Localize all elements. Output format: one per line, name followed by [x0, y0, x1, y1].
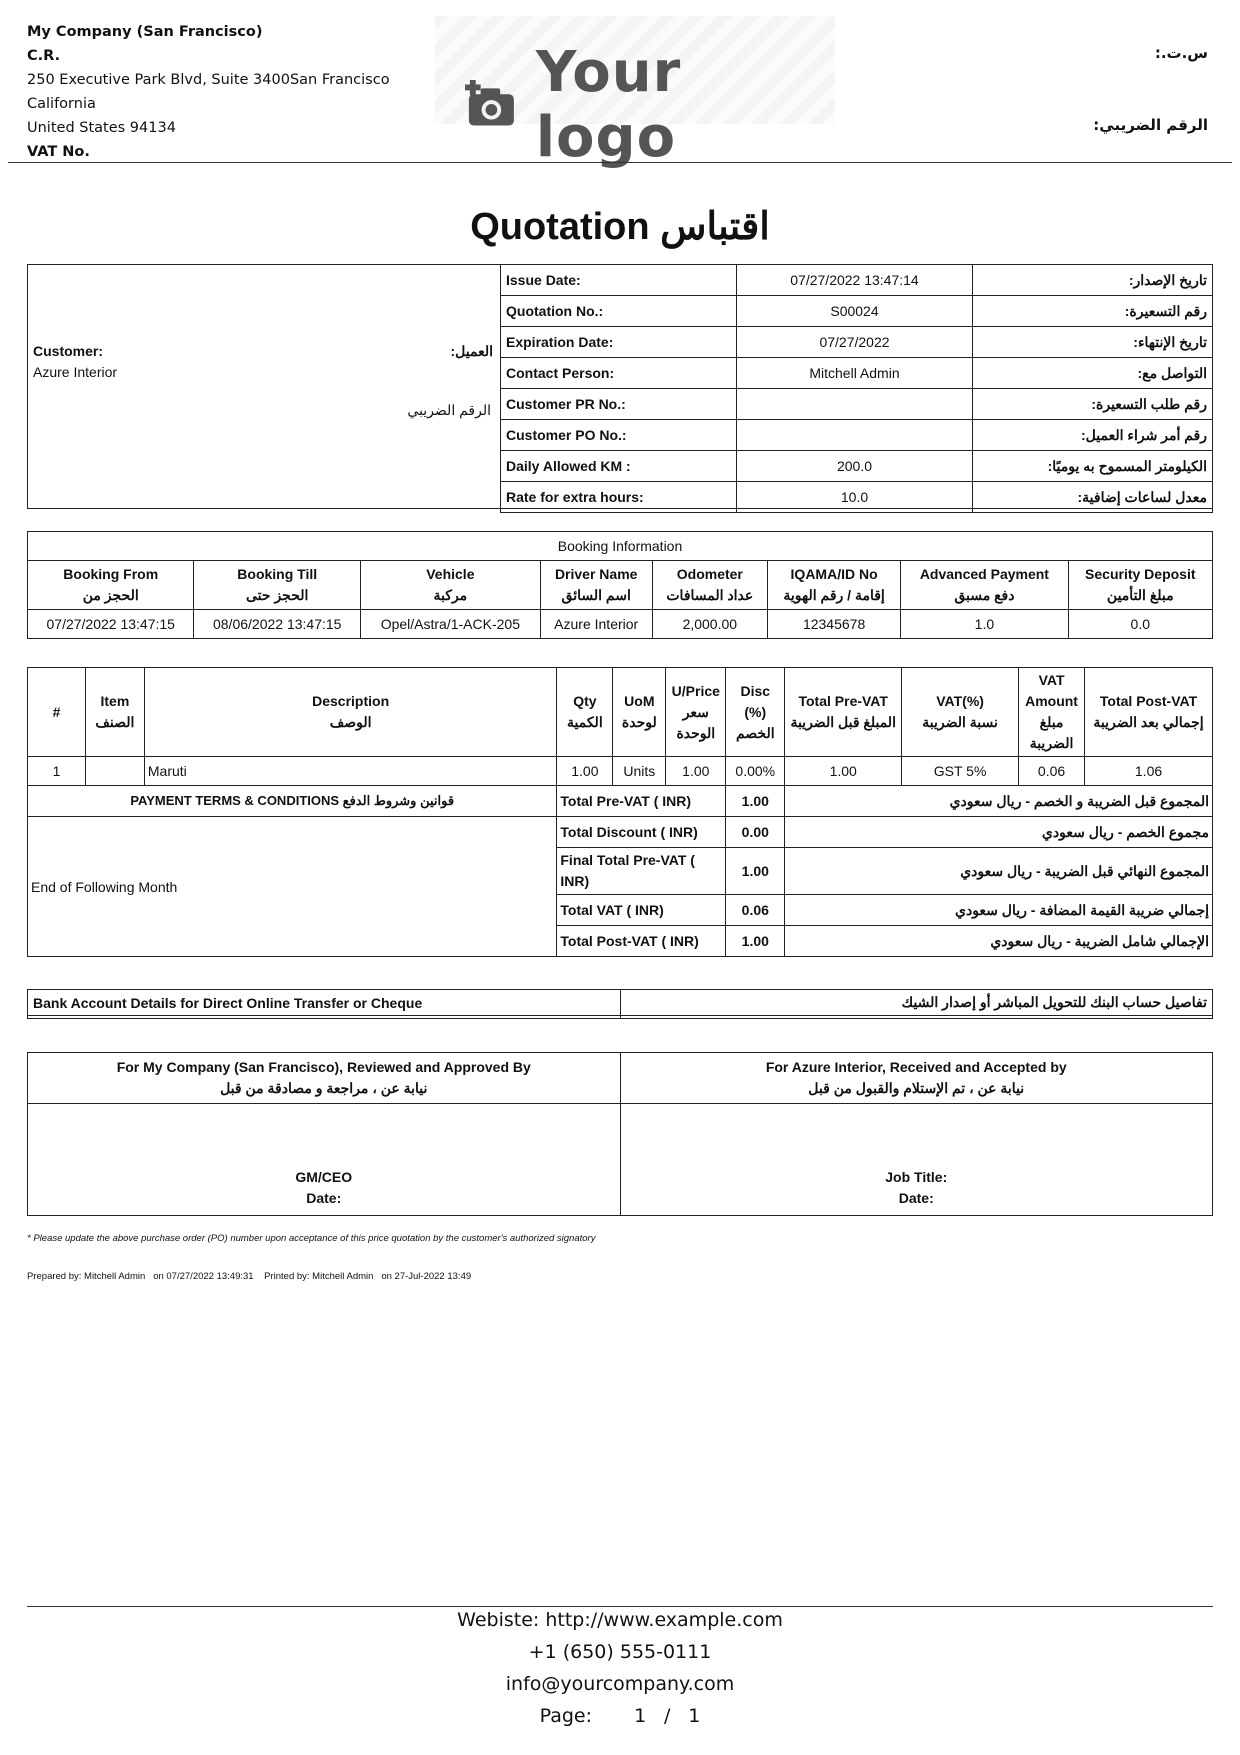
info-row: [501, 265, 1213, 296]
address-line-1: 250 Executive Park Blvd, Suite 3400San Francisco: [27, 72, 390, 88]
info-value: Mitchell Admin: [737, 358, 973, 389]
footer-page-number: [0, 1705, 1240, 1727]
info-label: Daily Allowed KM :: [501, 451, 737, 482]
booking-header: [360, 561, 540, 610]
item-cell: 1.06: [1085, 757, 1213, 786]
booking-header-ar: اسم السائق: [561, 587, 631, 603]
company-logo: [435, 16, 835, 170]
po-note: * Please update the above purchase order (PO) number upon acceptance of this price quotation by the customer's authorized signatory: [27, 1233, 596, 1244]
info-label-ar: تاريخ الإنتهاء:: [973, 327, 1213, 358]
payment-terms-title: PAYMENT TERMS & CONDITIONS قوانين وشروط الدفع: [28, 786, 557, 817]
customer-vat-ar: الرقم الضريبي: [407, 402, 491, 418]
item-cell: 1: [28, 757, 86, 786]
items-header-ar: سعر الوحدة: [676, 703, 716, 741]
bank-details-empty-right: [620, 1016, 1213, 1019]
total-value-4: 1.00: [726, 926, 785, 957]
booking-title: Booking Information: [28, 532, 1213, 561]
item-cell: Maruti: [144, 757, 556, 786]
items-header: [144, 668, 556, 757]
booking-header-ar: مبلغ التأمين: [1106, 587, 1174, 603]
footer-website[interactable]: Webiste: http://www.example.com: [457, 1609, 783, 1631]
info-label-ar: تاريخ الإصدار:: [973, 265, 1213, 296]
booking-cell: 0.0: [1068, 610, 1212, 639]
info-label: Rate for extra hours:: [501, 482, 737, 513]
footer-phone: +1 (650) 555-0111: [528, 1641, 712, 1663]
booking-header-en: Vehicle: [426, 566, 475, 582]
items-header-en: Item: [100, 693, 130, 709]
booking-cell: Azure Interior: [540, 610, 652, 639]
quotation-info-table: [500, 264, 1213, 513]
info-label-ar: رقم التسعيرة:: [973, 296, 1213, 327]
bank-details-table: [27, 989, 1213, 1019]
total-label-ar-0: المجموع قبل الضريبة و الخصم - ريال سعودي: [785, 786, 1213, 817]
items-header: [666, 668, 726, 757]
booking-cell: 2,000.00: [652, 610, 767, 639]
item-cell: 0.06: [1019, 757, 1085, 786]
items-header: [85, 668, 144, 757]
bank-label-ar: تفاصيل حساب البنك للتحويل المباشر أو إصدار الشيك: [620, 990, 1213, 1016]
booking-header-ar: عداد المسافات: [666, 587, 754, 603]
items-header-ar: الخصم: [735, 724, 775, 741]
booking-cell: 1.0: [901, 610, 1068, 639]
info-value: [737, 389, 973, 420]
booking-header-en: Security Deposit: [1085, 566, 1196, 582]
sig-left-title-ar: نيابة عن ، مراجعة و مصادقة من قبل: [220, 1080, 428, 1096]
page-total: 1: [688, 1705, 701, 1727]
booking-header-ar: مركبة: [433, 587, 468, 603]
document-title: Quotation اقتباس: [470, 206, 770, 248]
sig-left-title: For My Company (San Francisco), Reviewed and Approved By: [116, 1059, 531, 1075]
items-header: [902, 668, 1019, 757]
booking-header-ar: الحجز من: [82, 587, 139, 603]
sig-left-role: GM/CEO: [295, 1169, 353, 1185]
items-header-ar: نسبة الضريبة: [922, 714, 998, 730]
items-header-en: Total Pre-VAT: [798, 693, 888, 709]
info-label-ar: الكيلومتر المسموح به يوميًا:: [973, 451, 1213, 482]
items-header-ar: المبلغ قبل الضريبة: [790, 714, 896, 730]
info-row: [501, 420, 1213, 451]
customer-name: Azure Interior: [33, 364, 118, 380]
total-label-ar-4: الإجمالي شامل الضريبة - ريال سعودي: [785, 926, 1213, 957]
items-header-en: U/Price: [671, 682, 720, 699]
header-divider: [8, 162, 1232, 163]
info-label: Quotation No.:: [501, 296, 737, 327]
info-label: Issue Date:: [501, 265, 737, 296]
info-value: 10.0: [737, 482, 973, 513]
total-label-4: Total Post-VAT ( INR): [557, 926, 726, 957]
info-row: [501, 327, 1213, 358]
payment-terms-text: End of Following Month: [28, 817, 557, 957]
booking-header: [28, 561, 194, 610]
sig-right-title-ar: نيابة عن ، تم الإستلام والقبول من قبل: [808, 1080, 1025, 1096]
item-cell: 1.00: [666, 757, 726, 786]
items-header-en: Total Post-VAT: [1099, 693, 1198, 709]
customer-block: [33, 343, 493, 419]
booking-header: [194, 561, 360, 610]
booking-header-en: Odometer: [676, 566, 743, 582]
company-name: My Company (San Francisco): [27, 24, 263, 40]
footer-email[interactable]: info@yourcompany.com: [505, 1673, 735, 1695]
total-label-2: Final Total Pre-VAT ( INR): [557, 848, 726, 895]
sig-left-header: [28, 1053, 621, 1104]
items-header: [613, 668, 666, 757]
items-table: [27, 667, 1213, 957]
items-header-ar: الوصف: [329, 714, 372, 730]
page-label: Page:: [539, 1705, 593, 1727]
items-header-ar: مبلغ الضريبة: [1029, 714, 1074, 751]
total-value-0: 1.00: [726, 786, 785, 817]
total-value-3: 0.06: [726, 895, 785, 926]
booking-header-ar: الحجز حتى: [246, 587, 309, 603]
camera-add-icon: [465, 80, 516, 130]
total-value-1: 0.00: [726, 817, 785, 848]
signatures-table: [27, 1052, 1213, 1216]
booking-header-en: Booking Till: [237, 566, 318, 582]
booking-info-table: [27, 531, 1213, 639]
items-header: [726, 668, 785, 757]
booking-header: [901, 561, 1068, 610]
total-label-ar-1: مجموع الخصم - ريال سعودي: [785, 817, 1213, 848]
logo-text: Your logo: [535, 40, 682, 170]
item-cell: 1.00: [785, 757, 902, 786]
sig-right-date: Date:: [898, 1190, 934, 1206]
cr-label: C.R.: [27, 48, 61, 64]
items-header-ar: إجمالي بعد الضريبة: [1093, 714, 1204, 730]
total-label-3: Total VAT ( INR): [557, 895, 726, 926]
booking-header: [767, 561, 900, 610]
info-row: [501, 389, 1213, 420]
info-label: Customer PO No.:: [501, 420, 737, 451]
info-label: Contact Person:: [501, 358, 737, 389]
items-header-ar: لوحدة: [621, 714, 657, 730]
booking-header: [540, 561, 652, 610]
vat-label: VAT No.: [27, 144, 90, 160]
info-value: 200.0: [737, 451, 973, 482]
booking-header: [1068, 561, 1212, 610]
info-row: [501, 451, 1213, 482]
total-label-0: Total Pre-VAT ( INR): [557, 786, 726, 817]
booking-header-en: Driver Name: [554, 566, 638, 582]
items-header-ar: الصنف: [95, 714, 135, 730]
address-line-3: United States 94134: [27, 120, 176, 136]
page-current: 1: [634, 1705, 647, 1727]
info-value: S00024: [737, 296, 973, 327]
booking-cell: 08/06/2022 13:47:15: [194, 610, 360, 639]
item-cell: Units: [613, 757, 666, 786]
items-header: [557, 668, 613, 757]
items-header-en: VAT(%): [936, 693, 984, 709]
address-line-2: California: [27, 96, 96, 112]
items-header-en: Description: [312, 693, 390, 709]
info-row: [501, 482, 1213, 513]
booking-cell: 07/27/2022 13:47:15: [28, 610, 194, 639]
booking-cell: 12345678: [767, 610, 900, 639]
items-header: [1019, 668, 1085, 757]
customer-label: Customer:: [33, 343, 104, 359]
booking-header-ar: دفع مسبق: [954, 587, 1015, 603]
table-row: [28, 757, 1213, 786]
sig-right-box: [620, 1104, 1213, 1216]
items-header-en: VAT Amount: [1025, 672, 1078, 709]
info-row: [501, 296, 1213, 327]
info-value: 07/27/2022 13:47:14: [737, 265, 973, 296]
items-header: [785, 668, 902, 757]
items-header-en: Qty: [573, 693, 597, 709]
booking-cell: Opel/Astra/1-ACK-205: [360, 610, 540, 639]
info-value: 07/27/2022: [737, 327, 973, 358]
items-header-en: Disc (%): [740, 682, 771, 720]
info-label: Expiration Date:: [501, 327, 737, 358]
items-header-en: #: [52, 703, 61, 720]
sig-right-header: [620, 1053, 1213, 1104]
sig-left-date: Date:: [306, 1190, 342, 1206]
booking-header-en: Booking From: [63, 566, 159, 582]
info-value: [737, 420, 973, 451]
page-separator: /: [664, 1705, 671, 1727]
booking-header-en: Advanced Payment: [919, 566, 1049, 582]
items-header-en: UoM: [624, 693, 655, 709]
info-label-ar: التواصل مع:: [973, 358, 1213, 389]
prepared-printed-line: Prepared by: Mitchell Admin on 07/27/2022 13:49:31 Printed by: Mitchell Admin on 27-Jul-2022 13:49: [27, 1271, 472, 1282]
info-label-ar: رقم طلب التسعيرة:: [973, 389, 1213, 420]
company-address-block: [27, 20, 390, 164]
sig-right-role: Job Title:: [885, 1169, 948, 1185]
info-row: [501, 358, 1213, 389]
item-cell: 0.00%: [726, 757, 785, 786]
sig-right-title: For Azure Interior, Received and Accepted by: [765, 1059, 1067, 1075]
info-label: Customer PR No.:: [501, 389, 737, 420]
vat-label-ar: الرقم الضريبي:: [1093, 116, 1208, 134]
item-cell: 1.00: [557, 757, 613, 786]
items-header: [1085, 668, 1213, 757]
item-cell: [85, 757, 144, 786]
info-label-ar: معدل لساعات إضافية:: [973, 482, 1213, 513]
customer-label-ar: العميل:: [450, 343, 493, 359]
booking-header: [652, 561, 767, 610]
info-label-ar: رقم أمر شراء العميل:: [973, 420, 1213, 451]
cr-label-ar: س.ت.:: [1154, 44, 1208, 62]
items-header: [28, 668, 86, 757]
footer-divider: [27, 1606, 1213, 1607]
item-cell: GST 5%: [902, 757, 1019, 786]
items-header-ar: الكمية: [567, 714, 603, 730]
booking-header-ar: إقامة / رقم الهوية: [783, 587, 885, 603]
total-label-1: Total Discount ( INR): [557, 817, 726, 848]
booking-header-en: IQAMA/ID No: [790, 566, 878, 582]
sig-left-box: [28, 1104, 621, 1216]
bank-label: Bank Account Details for Direct Online Transfer or Cheque: [28, 990, 621, 1016]
total-label-ar-3: إجمالي ضريبة القيمة المضافة - ريال سعودي: [785, 895, 1213, 926]
bank-details-empty-left: [28, 1016, 621, 1019]
total-label-ar-2: المجموع النهائي قبل الضريبة - ريال سعودي: [785, 848, 1213, 895]
total-value-2: 1.00: [726, 848, 785, 895]
